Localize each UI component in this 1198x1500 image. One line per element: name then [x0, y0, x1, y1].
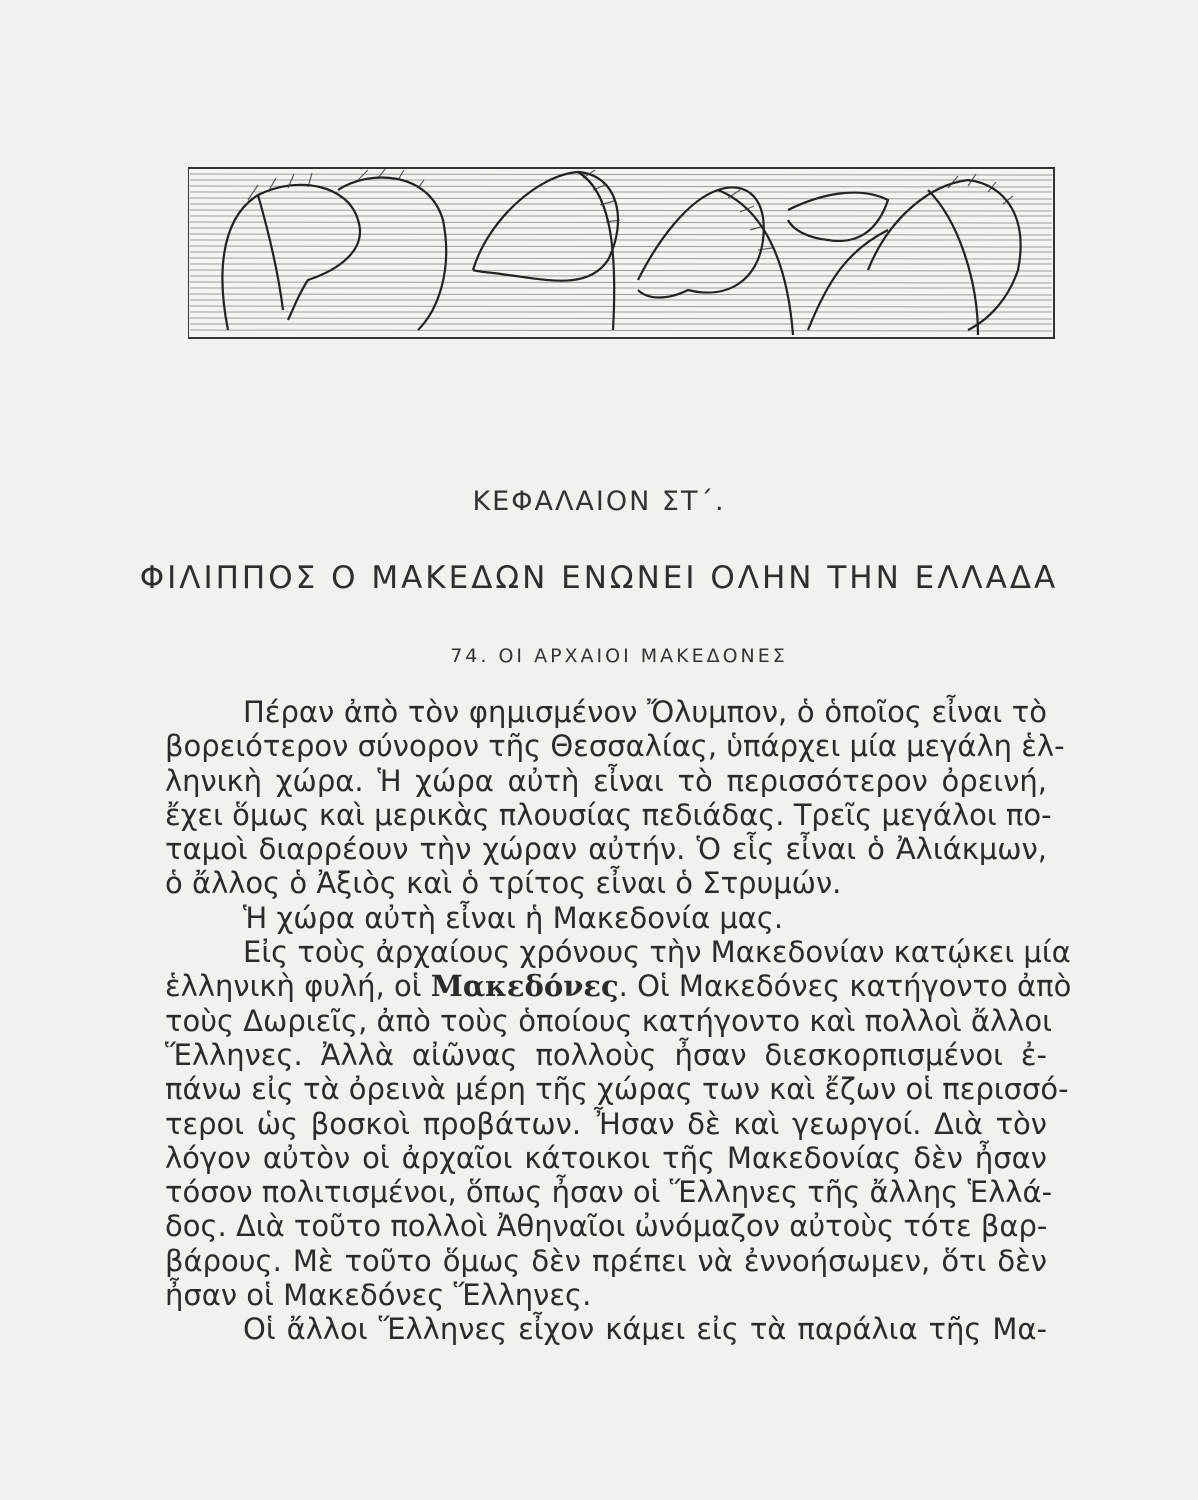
- text-fragment: . Οἱ Μακεδόνες κατήγοντο ἀπὸ: [618, 969, 1072, 1004]
- text-line: λόγον αὐτὸν οἱ ἀρχαῖοι κάτοικοι τῆς Μακεδονίας δὲν ἦσαν: [165, 1140, 1047, 1175]
- chapter-label: ΚΕΦΑΛΑΙΟΝ ΣΤ΄.: [472, 486, 726, 517]
- text-line: ὁ ἄλλος ὁ Ἀξιὸς καὶ ὁ τρίτος εἶναι ὁ Στρυμών.: [165, 866, 842, 901]
- text-line: τόσον πολιτισμένοι, ὅπως ἦσαν οἱ Ἕλληνες τῆς ἄλλης Ἑλλά-: [165, 1175, 1053, 1210]
- body-text: [165, 695, 1072, 1347]
- text-line: [165, 969, 1072, 1004]
- text-line: Ἕλληνες. Ἀλλὰ αἰῶνας πολλοὺς ἦσαν διεσκορπισμένοι ἐ-: [165, 1037, 1047, 1072]
- text-line: ταμοὶ διαρρέουν τὴν χώραν αὐτήν. Ὁ εἷς εἶναι ὁ Ἀλιάκμων,: [165, 832, 1047, 867]
- text-line: ἦσαν οἱ Μακεδόνες Ἕλληνες.: [165, 1278, 592, 1313]
- text-line: δος. Διὰ τοῦτο πολλοὶ Ἀθηναῖοι ὠνόμαζον αὐτοὺς τότε βαρ-: [165, 1209, 1048, 1244]
- text-line: τεροι ὡς βοσκοὶ προβάτων. Ἦσαν δὲ καὶ γεωργοί. Διὰ τὸν: [165, 1106, 1047, 1141]
- text-line: τοὺς Δωριεῖς, ἀπὸ τοὺς ὁποίους κατήγοντο καὶ πολλοὶ ἄλλοι: [165, 1003, 1052, 1038]
- text-line: Πέραν ἀπὸ τὸν φημισμένον Ὄλυμπον, ὁ ὁποῖος εἶναι τὸ: [243, 695, 1047, 729]
- horses-frieze-illustration: [188, 160, 1058, 340]
- page-title: ΦΙΛΙΠΠΟΣ Ο ΜΑΚΕΔΩΝ ΕΝΩΝΕΙ ΟΛΗΝ ΤΗΝ ΕΛΛΑΔΑ: [139, 560, 1059, 596]
- emphasized-term: Μακεδόνες: [430, 969, 619, 1004]
- section-heading: 74. ΟΙ ΑΡΧΑΙΟΙ ΜΑΚΕΔΟΝΕΣ: [450, 645, 788, 667]
- text-line: βάρους. Μὲ τοῦτο ὅμως δὲν πρέπει νὰ ἐννοήσωμεν, ὅτι δὲν: [165, 1243, 1047, 1278]
- text-line: βορειότερον σύνορον τῆς Θεσσαλίας, ὑπάρχει μία μεγάλη ἑλ-: [165, 729, 1065, 764]
- horse-heads-icon: [188, 160, 1058, 340]
- text-line: ληνικὴ χώρα. Ἡ χώρα αὐτὴ εἶναι τὸ περισσότερον ὀρεινή,: [165, 763, 1047, 798]
- text-fragment: ἑλληνικὴ φυλή, οἱ: [165, 969, 431, 1004]
- text-line: ἔχει ὅμως καὶ μερικὰς πλουσίας πεδιάδας. Τρεῖς μεγάλοι πο-: [165, 797, 1052, 832]
- text-line: Οἱ ἄλλοι Ἕλληνες εἶχον κάμει εἰς τὰ παράλια τῆς Μα-: [243, 1312, 1047, 1347]
- text-line: Ἡ χώρα αὐτὴ εἶναι ἡ Μακεδονία μας.: [243, 900, 784, 935]
- text-line: Εἰς τοὺς ἀρχαίους χρόνους τὴν Μακεδονίαν κατῴκει μία: [243, 935, 1071, 970]
- text-line: πάνω εἰς τὰ ὀρεινὰ μέρη τῆς χώρας των καὶ ἔζων οἱ περισσό-: [165, 1072, 1069, 1107]
